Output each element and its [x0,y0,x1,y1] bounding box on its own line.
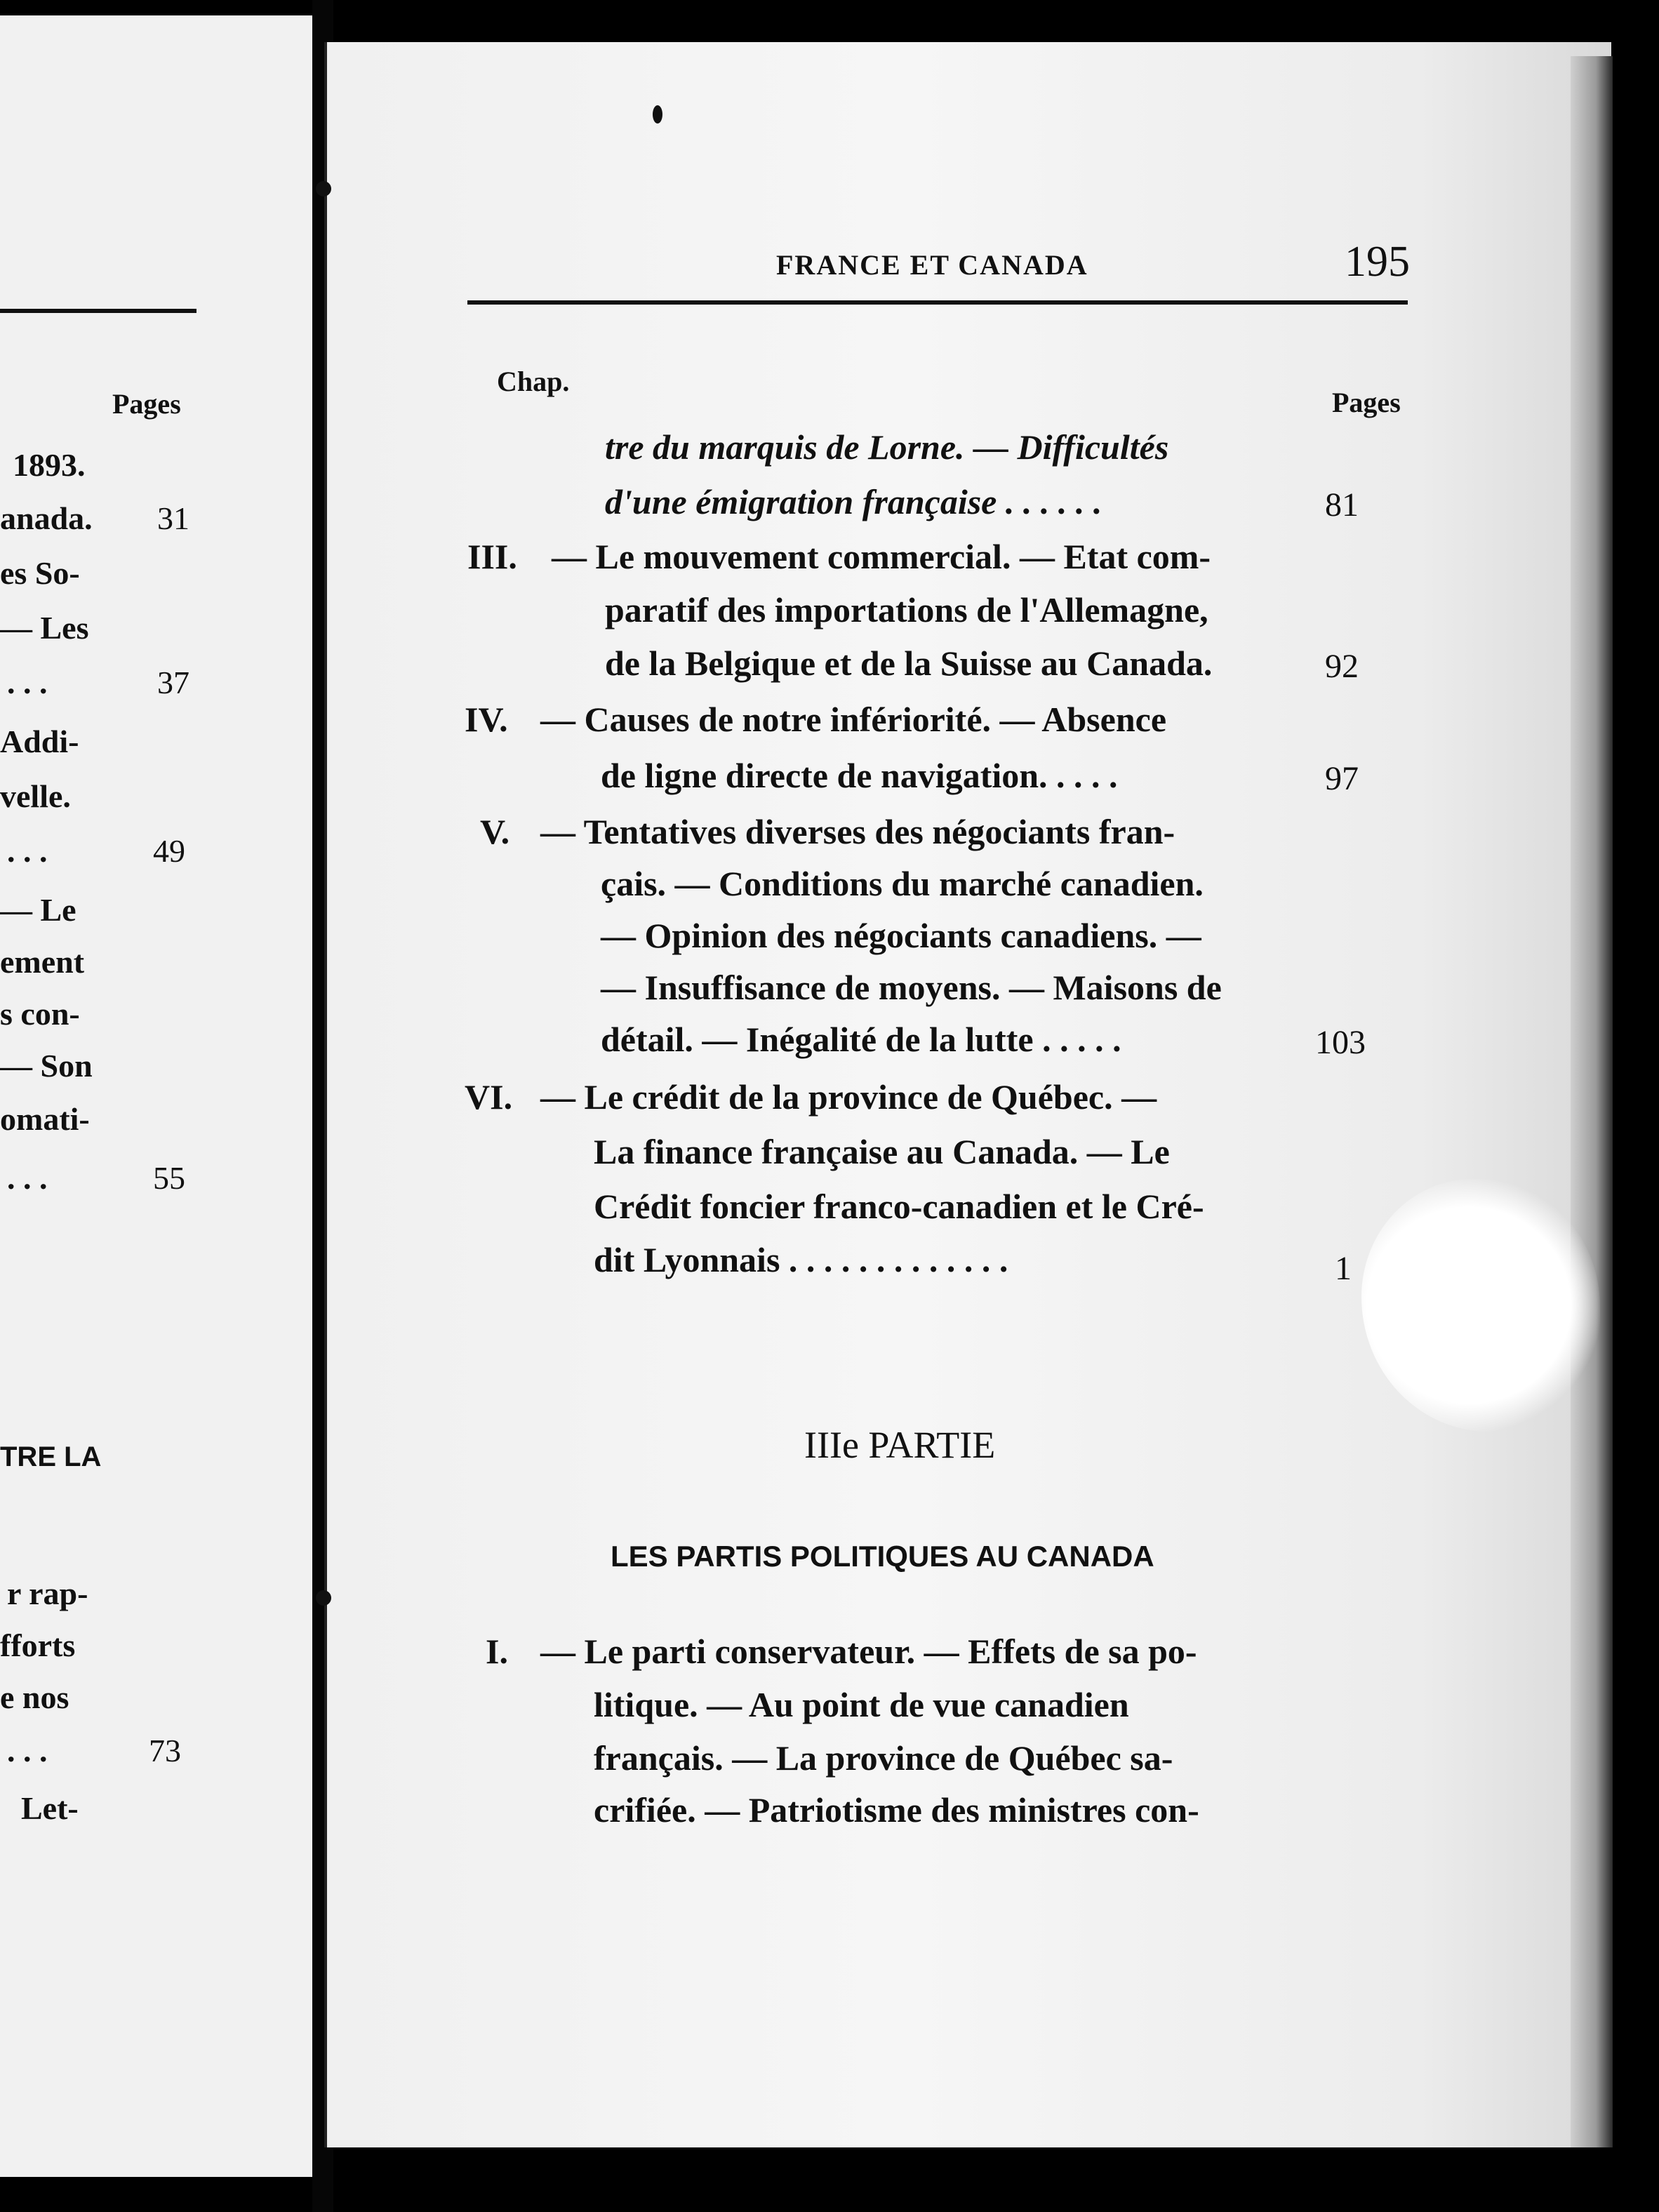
right-page [324,42,1611,2147]
left-line: Let- [21,1790,79,1826]
left-line: fforts [0,1627,76,1663]
toc-line: — Le mouvement commercial. — Etat com- [552,537,1211,576]
toc-line: — Le parti conservateur. — Effets de sa po- [540,1632,1197,1671]
part-subtitle: LES PARTIS POLITIQUES AU CANADA [611,1540,1154,1573]
left-line: es So- [0,555,80,591]
toc-line: détail. — Inégalité de la lutte . . . . . [601,1020,1121,1059]
toc-line: d'une émigration française . . . . . . [605,482,1102,521]
speck [653,105,662,124]
toc-page-number: 103 [1315,1024,1366,1061]
toc-line: La finance française au Canada. — Le [594,1132,1170,1171]
page-edge-shadow [1571,56,1613,2147]
binding-mark [316,181,331,196]
toc-line: — Le crédit de la province de Québec. — [540,1077,1157,1117]
toc-page-number: 1 [1335,1250,1352,1287]
toc-line: — Causes de notre infériorité. — Absence [540,700,1167,739]
left-line: velle. [0,778,71,814]
left-line: 1893. [13,447,86,483]
left-section-heading: TRE LA [0,1441,102,1472]
toc-line: de la Belgique et de la Suisse au Canada. [605,644,1213,683]
left-line: ement [0,944,85,980]
left-line: . . . [7,833,48,869]
left-line: anada. [0,500,93,536]
left-line: — Les [0,610,89,646]
toc-line: crifiée. — Patriotisme des ministres con- [594,1790,1199,1830]
toc-line: — Tentatives diverses des négociants fran- [540,812,1175,851]
left-line: s con- [0,996,80,1032]
chapter-number: IV. [465,700,508,739]
chapter-number: VI. [465,1077,513,1117]
left-line: — Le [0,892,76,928]
left-line: r rap- [7,1575,88,1611]
toc-line: de ligne directe de navigation. . . . . [601,756,1118,795]
left-page-number: 49 [153,833,185,869]
header-rule [467,300,1408,305]
running-title: FRANCE ET CANADA [776,249,1088,281]
chap-label: Chap. [497,366,570,397]
left-line: . . . [7,1160,48,1196]
toc-page-number: 81 [1325,486,1359,524]
pages-label: Pages [1332,387,1401,418]
toc-page-number: 97 [1325,760,1359,797]
toc-page-number: 92 [1325,648,1359,685]
left-pages-label: Pages [112,388,181,420]
left-line: e nos [0,1679,69,1715]
part-title: IIIe PARTIE [804,1424,996,1466]
toc-line: çais. — Conditions du marché canadien. [601,864,1204,903]
chapter-number: III. [467,537,517,576]
left-page-number: 55 [153,1160,185,1196]
page-number: 195 [1345,238,1410,286]
left-page-number: 37 [157,665,189,700]
left-line: Addi- [0,724,79,759]
toc-line: Crédit foncier franco-canadien et le Cré- [594,1187,1204,1226]
binding-mark [316,1590,331,1606]
left-line: . . . [7,665,48,700]
left-page-number: 73 [149,1733,181,1768]
toc-line: dit Lyonnais . . . . . . . . . . . . . [594,1240,1008,1279]
toc-line: tre du marquis de Lorne. — Difficultés [605,427,1169,467]
left-line: — Son [0,1048,93,1084]
toc-line: — Insuffisance de moyens. — Maisons de [601,968,1222,1007]
toc-line: français. — La province de Québec sa- [594,1738,1173,1778]
toc-line: paratif des importations de l'Allemagne, [605,590,1208,629]
left-header-rule [0,309,196,313]
toc-line: litique. — Au point de vue canadien [594,1685,1129,1724]
toc-line: — Opinion des négociants canadiens. — [601,916,1201,955]
left-page [0,15,312,2177]
chapter-number: I. [486,1632,508,1671]
left-line: omati- [0,1101,90,1137]
left-line: . . . [7,1733,48,1768]
left-page-number: 31 [157,500,189,536]
chapter-number: V. [480,812,510,851]
